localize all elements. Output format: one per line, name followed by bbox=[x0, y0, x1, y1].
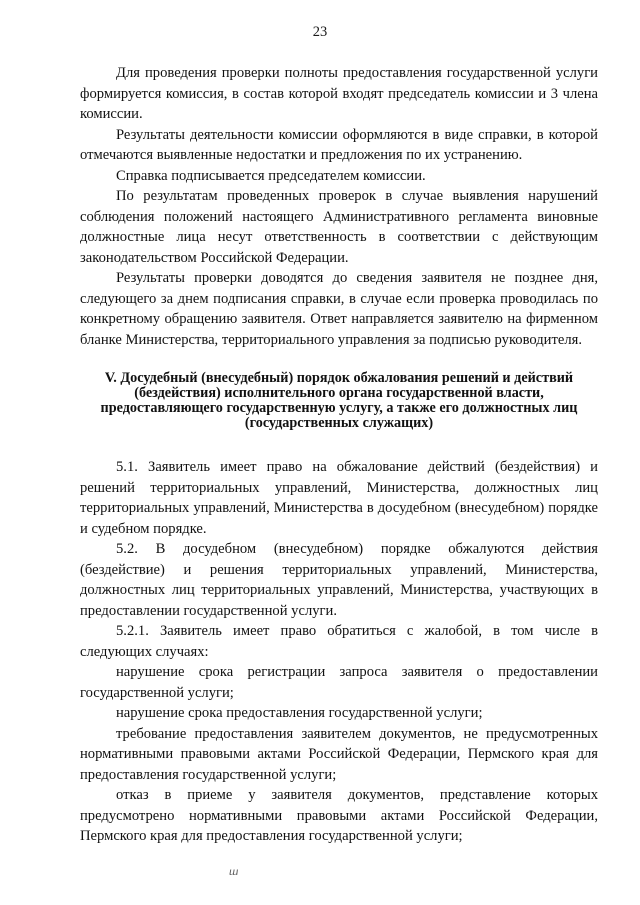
section-heading-line: (бездействия) исполнительного органа государственной власти, bbox=[134, 385, 544, 401]
paragraph: нарушение срока регистрации запроса заявителя о предоставлении государственной услуги; bbox=[80, 664, 598, 701]
paragraph: По результатам проведенных проверок в случае выявления нарушений соблюдения положений настоящего Административного регламента виновные должностные лица несут ответственность в соответствии с действующим законодательством Российской Федерации. bbox=[80, 188, 598, 266]
paragraph: 5.2.1. Заявитель имеет право обратиться с жалобой, в том числе в следующих случаях: bbox=[80, 623, 598, 660]
paragraph: 5.2. В досудебном (внесудебном) порядке обжалуются действия (бездействие) и решения территориальных управлений, Министерства, должностных лиц территориальных управлений, Министерства, участвующих в предоставлении государственной услуги. bbox=[80, 541, 598, 619]
paragraph: отказ в приеме у заявителя документов, представление которых предусмотрено нормативными правовыми актами Российской Федерации, Пермского края для предоставления государственной услуги; bbox=[80, 787, 598, 844]
paragraph: Справка подписывается председателем комиссии. bbox=[116, 167, 426, 184]
page-number: 23 bbox=[312, 24, 328, 40]
footer-mark: ⴍ bbox=[229, 867, 239, 878]
section-heading-line: V. Досудебный (внесудебный) порядок обжалования решений и действий bbox=[104, 370, 574, 386]
document-body bbox=[80, 63, 598, 847]
paragraph: нарушение срока предоставления государственной услуги; bbox=[116, 705, 483, 721]
section-heading-line: (государственных служащих) bbox=[244, 415, 434, 431]
paragraph: требование предоставления заявителем документов, не предусмотренных нормативными правовыми актами Российской Федерации, Пермского края для предоставления государственной услуги; bbox=[80, 725, 598, 783]
paragraph: Результаты деятельности комиссии оформляются в виде справки, в которой отмечаются выявленные недостатки и предложения по их устранению. bbox=[80, 126, 598, 163]
paragraph: Результаты проверки доводятся до сведения заявителя не позднее дня, следующего за днем подписания справки, в случае если проверка проводилась по конкретному обращению заявителя. Ответ направляется заявителю на фирменном бланке Министерства, территориального управления за подписью руководителя. bbox=[80, 270, 598, 348]
paragraph: Для проведения проверки полноты предоставления государственной услуги формируется комиссия, в состав которой входят председатель комиссии и 3 члена комиссии. bbox=[80, 65, 598, 122]
paragraph: 5.1. Заявитель имеет право на обжалование действий (бездействия) и решений территориальных управлений, Министерства, должностных лиц территориальных управлений, Министерства в досудебном (внесудебном) порядке и судебном порядке. bbox=[80, 459, 598, 537]
section-heading bbox=[80, 371, 598, 431]
section-heading-line: предоставляющего государственную услугу, а также его должностных лиц bbox=[100, 400, 578, 416]
